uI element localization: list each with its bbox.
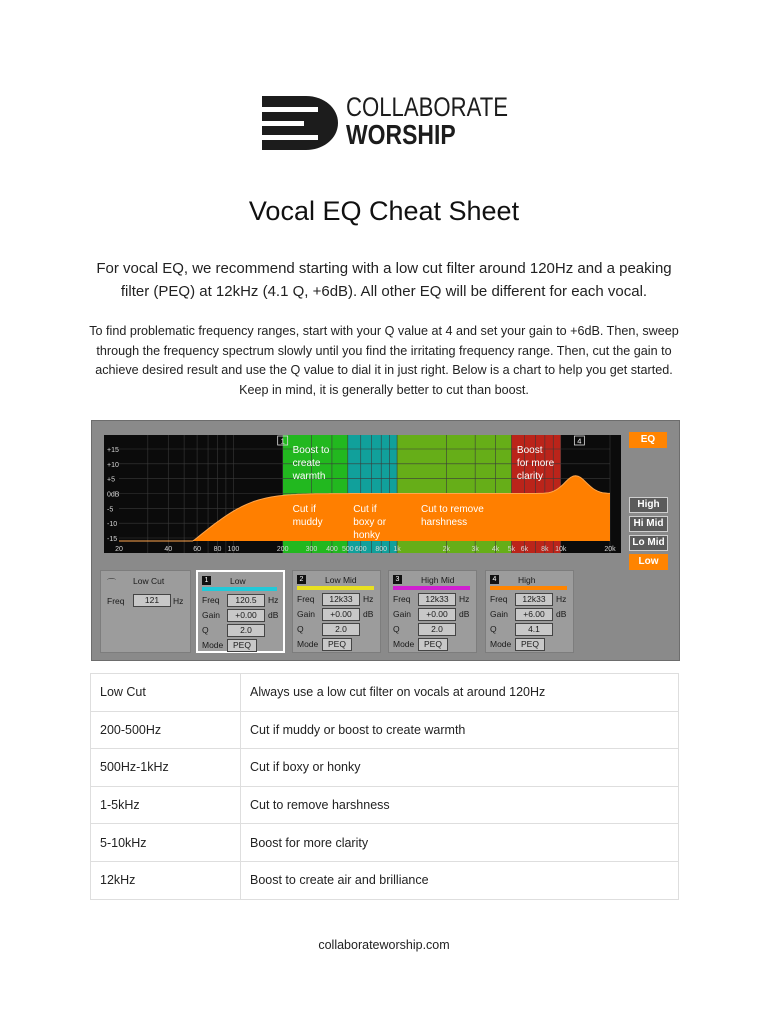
table-row [91,861,679,899]
freq-label: 20k [604,546,616,553]
band-mode-field[interactable]: PEQ [322,638,352,651]
band-panel-2[interactable] [292,570,381,653]
band-mode-label: Mode [202,640,224,650]
advice-cell: Boost for more clarity [241,824,679,862]
band-color-bar [297,586,374,590]
side-button-high[interactable]: High [629,497,668,513]
table-row [91,749,679,787]
band-gain-field[interactable]: +0.00 [418,608,456,621]
freq-label: 5k [507,546,516,553]
lowcut-name: Low Cut [133,576,165,586]
side-button-low[interactable]: Low [629,554,668,570]
band-gain-unit: dB [459,609,470,619]
band-name: High [518,575,536,585]
advice-cell: Cut if boxy or honky [241,749,679,787]
band-q-field[interactable]: 2.0 [227,624,265,637]
advice-cell: Cut to remove harshness [241,786,679,824]
eq-plugin-screenshot [91,420,680,661]
zone-caption: Cut to remove [420,504,484,515]
freq-label: 6k [520,546,529,553]
footer-url: collaborateworship.com [318,938,450,952]
freq-label: 400 [326,546,338,553]
freq-label: 1k [393,546,401,553]
advice-cell: Cut if muddy or boost to create warmth [241,711,679,749]
band-q-field[interactable]: 2.0 [322,623,360,636]
band-marker-label: 4 [577,436,582,446]
lowcut-freq-label: Freq [107,596,125,606]
band-q-label: Q [490,624,497,634]
logo-line-1: COLLABORATE [346,92,509,122]
freq-label: 300 [305,546,318,553]
frequency-range-cell: 1-5kHz [91,786,241,824]
band-freq-label: Freq [297,594,315,604]
table-row [91,674,679,712]
band-freq-label: Freq [393,594,411,604]
table-row [91,786,679,824]
logo-wordmark [346,94,544,148]
freq-label: 10k [555,546,567,553]
freq-label: 20 [115,546,123,553]
zone-caption: harshness [420,517,468,528]
band-freq-label: Freq [490,594,508,604]
band-mode-field[interactable]: PEQ [227,639,257,652]
freq-label: 3k [471,546,479,553]
band-name: Low Mid [325,575,357,585]
db-label: -15 [107,536,118,543]
band-q-label: Q [393,624,400,634]
band-color-bar [393,586,470,590]
table-row [91,824,679,862]
brand-logo [262,94,512,152]
frequency-range-cell: 12kHz [91,861,241,899]
db-label: -10 [107,521,118,529]
frequency-range-cell: 500Hz-1kHz [91,749,241,787]
band-q-label: Q [202,625,209,635]
band-panel-1[interactable] [196,570,285,653]
freq-label: 500 [341,546,354,553]
frequency-range-cell: 200-500Hz [91,711,241,749]
zone-caption: Boost to [292,445,330,456]
band-name: High Mid [421,575,455,585]
band-gain-label: Gain [393,609,411,619]
band-q-field[interactable]: 4.1 [515,623,553,636]
band-gain-unit: dB [556,609,567,619]
band-freq-unit: Hz [363,594,374,604]
side-button-lo-mid[interactable]: Lo Mid [629,535,668,551]
band-name: Low [230,576,246,586]
lowcut-freq-unit: Hz [173,596,184,606]
zone-caption: Cut if [353,504,377,515]
zone-caption: create [292,458,321,469]
band-mode-field[interactable]: PEQ [418,638,448,651]
logo-line-2: WORSHIP [346,119,456,150]
zone-caption: for more [516,458,555,469]
band-freq-field[interactable]: 12k33 [322,593,360,606]
band-q-label: Q [297,624,304,634]
freq-label: 200 [276,546,289,553]
freq-label: 40 [164,546,173,553]
freq-label: 8k [541,546,549,553]
band-number: 3 [393,575,402,584]
zone-caption: Boost [516,445,543,456]
freq-label: 800 [375,546,388,553]
band-freq-field[interactable]: 120.5 [227,594,265,607]
freq-label: 4k [491,546,500,553]
band-freq-label: Freq [202,595,220,605]
band-panel-4[interactable] [485,570,574,653]
band-color-bar [490,586,567,590]
freq-label: 600 [354,546,367,553]
freq-label: 80 [213,546,222,553]
zone-caption: clarity [516,471,544,482]
band-freq-field[interactable]: 12k33 [515,593,553,606]
db-label: +5 [107,476,115,484]
page-title: Vocal EQ Cheat Sheet [248,196,520,226]
db-label: 0dB [107,491,120,499]
band-gain-unit: dB [268,610,279,620]
band-freq-unit: Hz [556,594,567,604]
zone-caption: Cut if [292,504,316,515]
band-gain-field[interactable]: +6.00 [515,608,553,621]
lowcut-panel [100,570,191,653]
freq-label: 60 [193,546,201,553]
band-freq-unit: Hz [268,595,279,605]
band-freq-unit: Hz [459,594,470,604]
piano-logo-icon [262,94,340,152]
band-panel-3[interactable] [388,570,477,653]
intro-paragraph: For vocal EQ, we recommend starting with a low cut filter around 120Hz and a peaking filter (PEQ) at 12kHz (4.1 Q, +6dB). All other EQ will be different for each vocal. [96,260,672,300]
db-label: -5 [107,506,114,514]
band-freq-field[interactable]: 12k33 [418,593,456,606]
band-number: 2 [297,575,306,584]
frequency-range-cell: Low Cut [91,674,241,712]
band-mode-label: Mode [297,639,319,649]
band-number: 4 [490,575,499,584]
band-marker-label: 1 [280,436,285,446]
band-mode-field[interactable]: PEQ [515,638,545,651]
db-label: +10 [107,461,119,469]
zone-caption: honky [353,530,380,541]
db-label: +15 [107,447,119,454]
advice-cell: Always use a low cut filter on vocals at around 120Hz [241,674,679,712]
band-gain-label: Gain [202,610,220,620]
freq-label: 100 [227,546,240,553]
band-mode-label: Mode [393,639,415,649]
band-gain-label: Gain [490,609,508,619]
frequency-range-cell: 5-10kHz [91,824,241,862]
band-number: 1 [202,576,211,585]
band-gain-field[interactable]: +0.00 [227,609,265,622]
advice-cell: Boost to create air and brilliance [241,861,679,899]
freq-label: 2k [442,546,451,553]
table-row [91,711,679,749]
instructions-paragraph: To find problematic frequency ranges, start with your Q value at 4 and set your gain to +6dB. Then, sweep through the frequency spectrum slowly until you find the irritating frequency range. Then, cut the gain to achieve desired result and use the Q value to dial it in just right. Below is a chart to help you get started. Keep in mind, it is generally better to cut than boost. [89,324,679,397]
zone-caption: muddy [292,517,323,528]
band-mode-label: Mode [490,639,512,649]
band-gain-unit: dB [363,609,374,619]
zone-caption: boxy or [353,517,387,528]
lowcut-freq-field[interactable]: 121 [133,594,171,607]
band-gain-label: Gain [297,609,315,619]
band-color-bar [202,587,277,591]
lowcut-slope-icon: ⌒ [107,578,117,588]
zone-caption: warmth [292,471,326,482]
frequency-table [90,673,679,900]
band-q-field[interactable]: 2.0 [418,623,456,636]
side-button-hi-mid[interactable]: Hi Mid [629,516,668,532]
side-button-eq[interactable]: EQ [629,432,667,448]
band-gain-field[interactable]: +0.00 [322,608,360,621]
